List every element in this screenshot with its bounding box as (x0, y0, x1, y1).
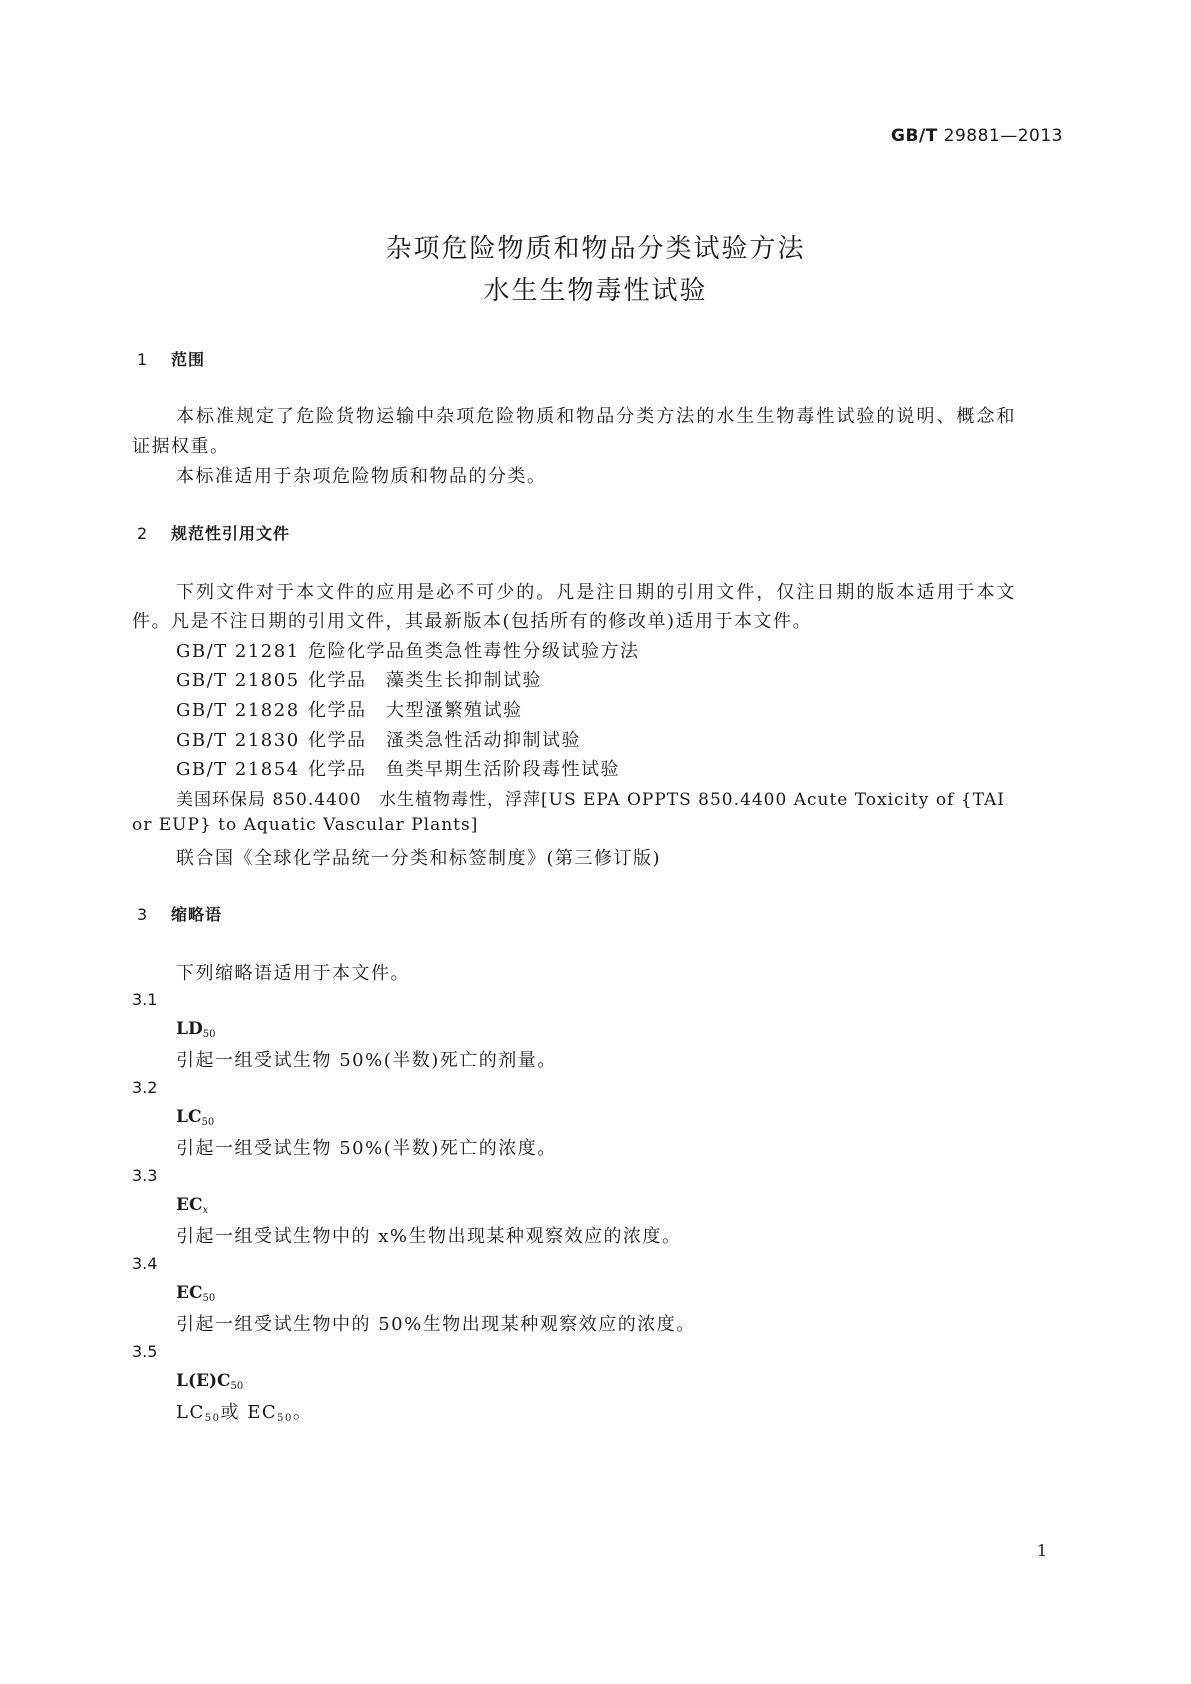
standard-number (891, 126, 1063, 146)
section-number: 2 (137, 524, 149, 543)
references-intro-line1: 下列文件对于本文件的应用是必不可少的。凡是注日期的引用文件，仅注日期的版本适用于本文 (176, 582, 1016, 603)
reference-title: 危险化学品鱼类急性毒性分级试验方法 (308, 641, 640, 662)
clause-number: 3.3 (132, 1166, 158, 1185)
reference-code: GB/T 21828 (176, 700, 300, 721)
abbreviation-definition: 引起一组受试生物 50%(半数)死亡的浓度。 (176, 1138, 557, 1159)
scope-paragraph-line1: 本标准规定了危险货物运输中杂项危险物质和物品分类方法的水生生物毒性试验的说明、概念和 (176, 406, 1016, 427)
reference-title: 化学品 鱼类早期生活阶段毒性试验 (308, 759, 620, 780)
abbreviation-definition: 引起一组受试生物 50%(半数)死亡的剂量。 (176, 1050, 557, 1071)
reference-code: GB/T 21854 (176, 759, 300, 780)
abbreviation-definition: 引起一组受试生物中的 50%生物出现某种观察效应的浓度。 (176, 1314, 696, 1335)
abbreviation-term: $EC_{50}$ (176, 1283, 216, 1304)
page-number: 1 (1036, 1541, 1047, 1560)
document-title-line2: 水生生物毒性试验 (483, 276, 708, 306)
reference-title: 化学品 大型溞繁殖试验 (308, 700, 523, 721)
references-intro-line2: 件。凡是不注日期的引用文件，其最新版本(包括所有的修改单)适用于本文件。 (132, 611, 813, 632)
standard-code: 29881—2013 (943, 126, 1063, 146)
abbreviation-term: $LD_{50}$ (176, 1019, 216, 1040)
reference-title: 化学品 溞类急性活动抑制试验 (308, 730, 581, 751)
standard-prefix: GB/T (891, 126, 938, 146)
section-3-heading (137, 902, 222, 925)
reference-item-epa-line2: or EUP} to Aquatic Vascular Plants] (132, 815, 479, 835)
reference-item (176, 755, 620, 781)
abbreviation-definition: $LC_{50}$或 $EC_{50}$。 (176, 1402, 313, 1424)
section-number: 3 (137, 905, 149, 924)
scope-paragraph-line2: 证据权重。 (132, 436, 230, 457)
reference-item (176, 637, 640, 663)
abbreviation-term: $L(E)C_{50}$ (176, 1371, 244, 1392)
reference-item (176, 726, 581, 752)
clause-number: 3.4 (132, 1254, 158, 1273)
section-number: 1 (137, 350, 149, 369)
reference-item (176, 696, 523, 722)
reference-title: 化学品 藻类生长抑制试验 (308, 670, 542, 691)
abbreviation-definition: 引起一组受试生物中的 x%生物出现某种观察效应的浓度。 (176, 1226, 682, 1247)
clause-number: 3.2 (132, 1078, 158, 1097)
section-title: 范围 (171, 350, 206, 369)
reference-code: GB/T 21281 (176, 641, 300, 662)
abbreviation-term: $LC_{50}$ (176, 1107, 215, 1128)
reference-code: 美国环保局 850.4400 (176, 790, 362, 810)
clause-number: 3.1 (132, 990, 158, 1009)
abbreviation-term: $EC_x$ (176, 1195, 209, 1216)
reference-item-epa (176, 785, 1005, 810)
reference-code: GB/T 21805 (176, 670, 300, 691)
section-1-heading (137, 347, 205, 370)
abbreviations-intro: 下列缩略语适用于本文件。 (176, 963, 410, 984)
section-title: 缩略语 (171, 905, 223, 924)
reference-code: GB/T 21830 (176, 730, 300, 751)
section-title: 规范性引用文件 (171, 524, 291, 543)
scope-paragraph-2: 本标准适用于杂项危险物质和物品的分类。 (176, 466, 547, 487)
reference-title: 水生植物毒性，浮萍[US EPA OPPTS 850.4400 Acute Toxicity of {TAI (379, 790, 1005, 810)
clause-number: 3.5 (132, 1342, 158, 1361)
reference-item-un: 联合国《全球化学品统一分类和标签制度》(第三修订版) (176, 848, 662, 869)
reference-item (176, 666, 542, 692)
document-title-line1: 杂项危险物质和物品分类试验方法 (385, 234, 806, 264)
section-2-heading (137, 521, 290, 544)
